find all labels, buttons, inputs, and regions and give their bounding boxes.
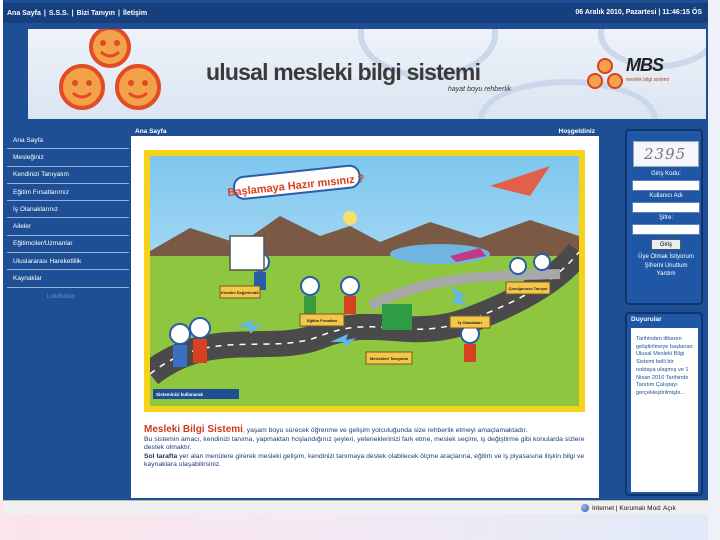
description-line-2: Bu sistemin amacı, kendinizi tanıma, yapmaktan hoşlandığınız şeyleri, yeteneklerinizi fark etme, meslek seçimi, iş değiştirme gibi konularda sizlere destek olmaktır. (144, 435, 585, 452)
sidebar-item-jobs[interactable]: İş Olanaklarınız (7, 201, 129, 218)
browser-status-bar (3, 500, 708, 514)
internet-globe-icon (581, 504, 589, 512)
partner-logo[interactable] (586, 53, 696, 93)
sidebar-item-educators[interactable]: Eğitimciler/Uzmanlar (7, 236, 129, 253)
username-label: Kullanıcı Adı (649, 193, 683, 199)
main-content (131, 126, 599, 498)
top-bar (3, 3, 708, 23)
welcome-text: Hoşgeldiniz (558, 127, 595, 135)
description-text (144, 426, 589, 470)
partner-logo-text: MBS (626, 55, 663, 75)
code-label: Giriş Kodu: (651, 171, 681, 177)
sign-know-your-child: Çocuğunuzu Tanıyın (508, 286, 548, 291)
header-banner (28, 29, 706, 119)
site-logo-icon[interactable] (58, 29, 162, 119)
top-separator: | (43, 9, 46, 17)
sidebar-item-profession[interactable]: Mesleğiniz (7, 149, 129, 166)
sign-self-assessment: Kendini Değerlendir (220, 290, 260, 295)
sidebar-item-families[interactable]: Aileler (7, 218, 129, 235)
sidebar-item-resources[interactable]: Kaynaklar (7, 270, 129, 287)
sign-education: Eğitim Fırsatları (306, 318, 338, 323)
top-separator: | (71, 9, 74, 17)
description-line-1: , yaşam boyu sürecek öğrenme ve gelişim yolculuğunda size rehberlik etmeyi amaçlamaktadır. (242, 427, 528, 434)
sidebar-item-home[interactable]: Ana Sayfa (7, 132, 129, 149)
career-road-illustration[interactable] (150, 156, 579, 406)
username-input[interactable] (632, 202, 700, 213)
partner-logo-subtext: meslek bilgi sistemi (626, 77, 670, 83)
date-time-display: 06 Aralık 2010, Pazartesi | 11:46:15 ÖS (575, 9, 702, 16)
sidebar-link-button[interactable]: LinkButton (47, 293, 76, 300)
top-link-home[interactable]: Ana Sayfa (7, 9, 41, 17)
code-input[interactable] (632, 180, 700, 191)
sidebar-item-know-yourself[interactable]: Kendinizi Tanıyalım (7, 167, 129, 184)
top-link-faq[interactable]: S.S.S. (48, 9, 69, 17)
forgot-password-link[interactable]: Şifremi Unuttum (644, 262, 688, 269)
captcha-image: 2395 (633, 141, 699, 167)
login-links (627, 253, 705, 279)
top-link-contact[interactable]: İletişim (122, 9, 148, 17)
sign-jobs: İş Olanakları (458, 320, 482, 325)
help-link[interactable]: Yardım (656, 271, 676, 277)
partner-logo-icon (586, 57, 624, 91)
sidebar-item-international[interactable]: Uluslararası Hareketlilik (7, 253, 129, 270)
announcements-panel (625, 312, 703, 496)
slide-background-right (708, 0, 720, 540)
illustration-banner-text: Başlamaya Hazır mısınız ? (226, 172, 366, 200)
description-line-3: yer alan menülere girerek mesleki gelişim, kendinizi tanımaya destek olabilecek ölçme araçlarına, eğitim ve iş piyasasına ilişkin bilgi ve kaynaklara ulaşabilirsiniz. (144, 452, 585, 469)
site-title: ulusal mesleki bilgi sistemi (206, 59, 481, 85)
section-title: Ana Sayfa (135, 127, 167, 135)
site-tagline: hayat boyu rehberlik (448, 86, 512, 93)
login-panel (625, 129, 703, 305)
announcements-body (631, 328, 698, 492)
sign-professions: Meslekleri Tanıyalım (369, 356, 409, 361)
illustration-frame (144, 150, 585, 412)
top-separator: | (118, 9, 120, 17)
top-link-about[interactable]: Bizi Tanıyın (76, 9, 116, 17)
password-input[interactable] (632, 224, 700, 235)
sidebar-item-education[interactable]: Eğitim Fırsatlarımız (7, 184, 129, 201)
security-zone-text: Internet | Korumalı Mod: Açık (592, 504, 676, 512)
sidebar-nav (7, 132, 129, 300)
register-link[interactable]: Üye Olmak İstiyorum (638, 254, 694, 260)
announcements-title: Duyurular (631, 316, 662, 323)
browser-viewport (3, 0, 708, 514)
announcement-text[interactable]: Tarihinden itibaren geliştirilmeye başlanan Ulusal Mesleki Bilgi Sistemi belli bir noktaya ulaşmış ve 1 Nisan 2010 Tarihinde Tanıtım Çalıştayı gerçekleştirilmiştir... (636, 336, 693, 396)
login-button[interactable]: Giriş (651, 239, 681, 250)
description-bold: Sol tarafta (144, 452, 178, 460)
password-label: Şifre: (658, 215, 673, 221)
illustration-caption: Sisteminizi kullanarak (153, 389, 239, 399)
top-navigation (3, 10, 147, 17)
description-title: Mesleki Bilgi Sistemi (144, 424, 243, 435)
content-header (131, 126, 599, 136)
security-zone[interactable] (581, 504, 676, 512)
